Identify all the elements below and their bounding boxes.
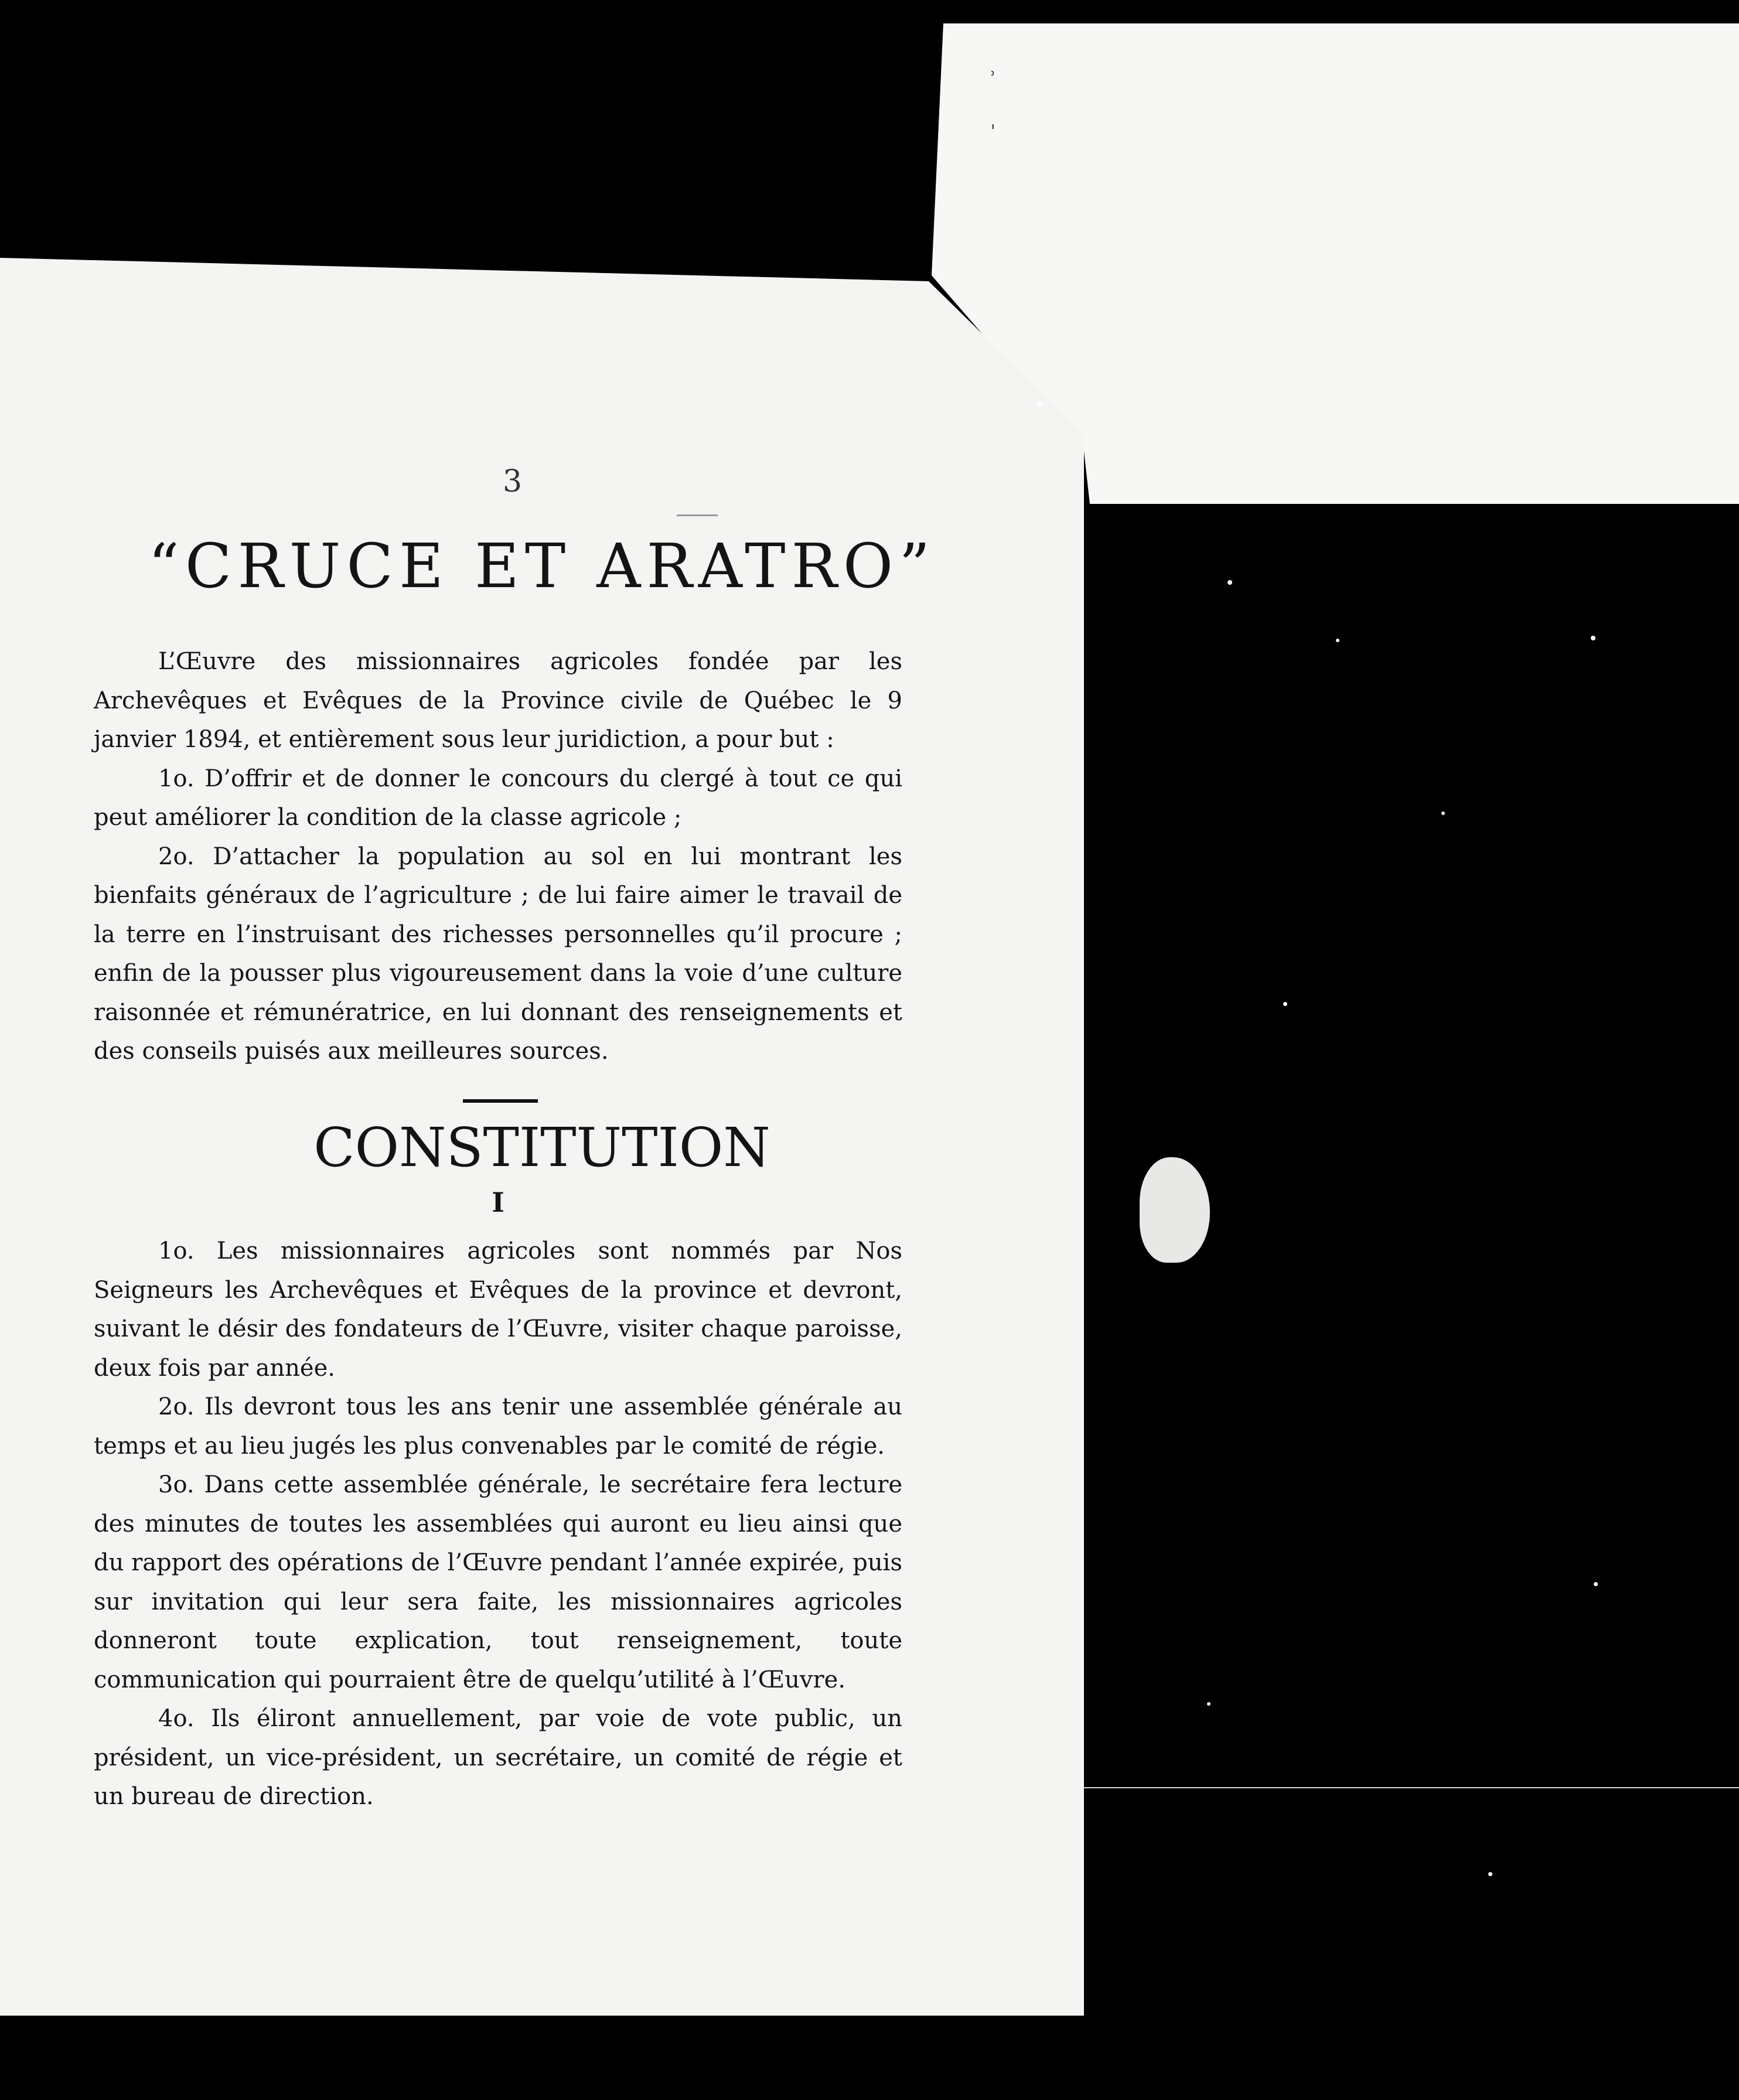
film-speck <box>1336 639 1339 642</box>
article-paragraph: 4o. Ils éliront annuellement, par voie de vote public, un président, un vice-président, un secrétaire, un comité de régie et un bureau de direction. <box>94 1705 902 1810</box>
film-speck <box>1207 1702 1211 1706</box>
section-divider <box>463 1099 538 1103</box>
article-paragraph: 1o. Les missionnaires agricoles sont nommés par Nos Seigneurs les Archevêques et Evêques de la province et devront, suivant le désir des fondateurs de l’Œuvre, visiter chaque paroisse, deux fois par année. <box>94 1238 902 1382</box>
article-paragraph: 3o. Dans cette assemblée générale, le secrétaire fera lecture des minutes de toutes les assemblées qui auront eu lieu ainsi que du rapport des opérations de l’Œuvre pendant l’année expirée, puis sur invitation qui leur sera faite, les missionnaires agricoles donneront toute explication, tout renseignement, toute communication qui pourraient être de quelqu’utilité à l’Œuvre. <box>94 1471 902 1693</box>
intro-paragraph: L’Œuvre des missionnaires agricoles fondée par les Archevêques et Evêques de la Province civile de Québec le 9 janvier 1894, et entièrement sous leur juridiction, a pour but : <box>94 648 902 753</box>
film-speck <box>1227 580 1232 585</box>
film-speck <box>1594 1582 1598 1586</box>
film-speck <box>1441 812 1445 815</box>
page-title: “CRUCE ET ARATRO” <box>148 530 936 602</box>
article-paragraph: 2o. Ils devront tous les ans tenir une assemblée générale au temps et au lieu jugés les plus convenables par le comité de régie. <box>94 1393 902 1460</box>
constitution-articles <box>94 1232 902 1816</box>
page-number: 3 <box>503 464 523 499</box>
film-speck <box>1488 1872 1492 1876</box>
film-scratch-line <box>1084 1787 1739 1788</box>
section-title: CONSTITUTION <box>313 1116 770 1179</box>
film-speck <box>1283 1002 1287 1006</box>
film-speck <box>1037 401 1042 407</box>
intro-paragraph: 2o. D’attacher la population au sol en lui montrant les bienfaits généraux de l’agriculture ; de lui faire aimer le travail de la terre en l’instruisant des richesses personnelles qu’il procure ; enfin de la pousser plus vigoureusement dans la voie d’une culture raisonnée et rémunératrice, en lui donnant des renseignements et des conseils puisés aux meilleures sources. <box>94 843 902 1065</box>
intro-text <box>94 642 902 1071</box>
back-page-marks: ʾ ˌ <box>990 67 997 132</box>
film-blemish <box>1140 1157 1210 1263</box>
short-divider <box>677 514 718 516</box>
intro-paragraph: 1o. D’offrir et de donner le concours du clergé à tout ce qui peut améliorer la condition de la classe agricole ; <box>94 765 902 831</box>
section-number: I <box>492 1187 504 1218</box>
film-speck <box>1591 636 1595 640</box>
